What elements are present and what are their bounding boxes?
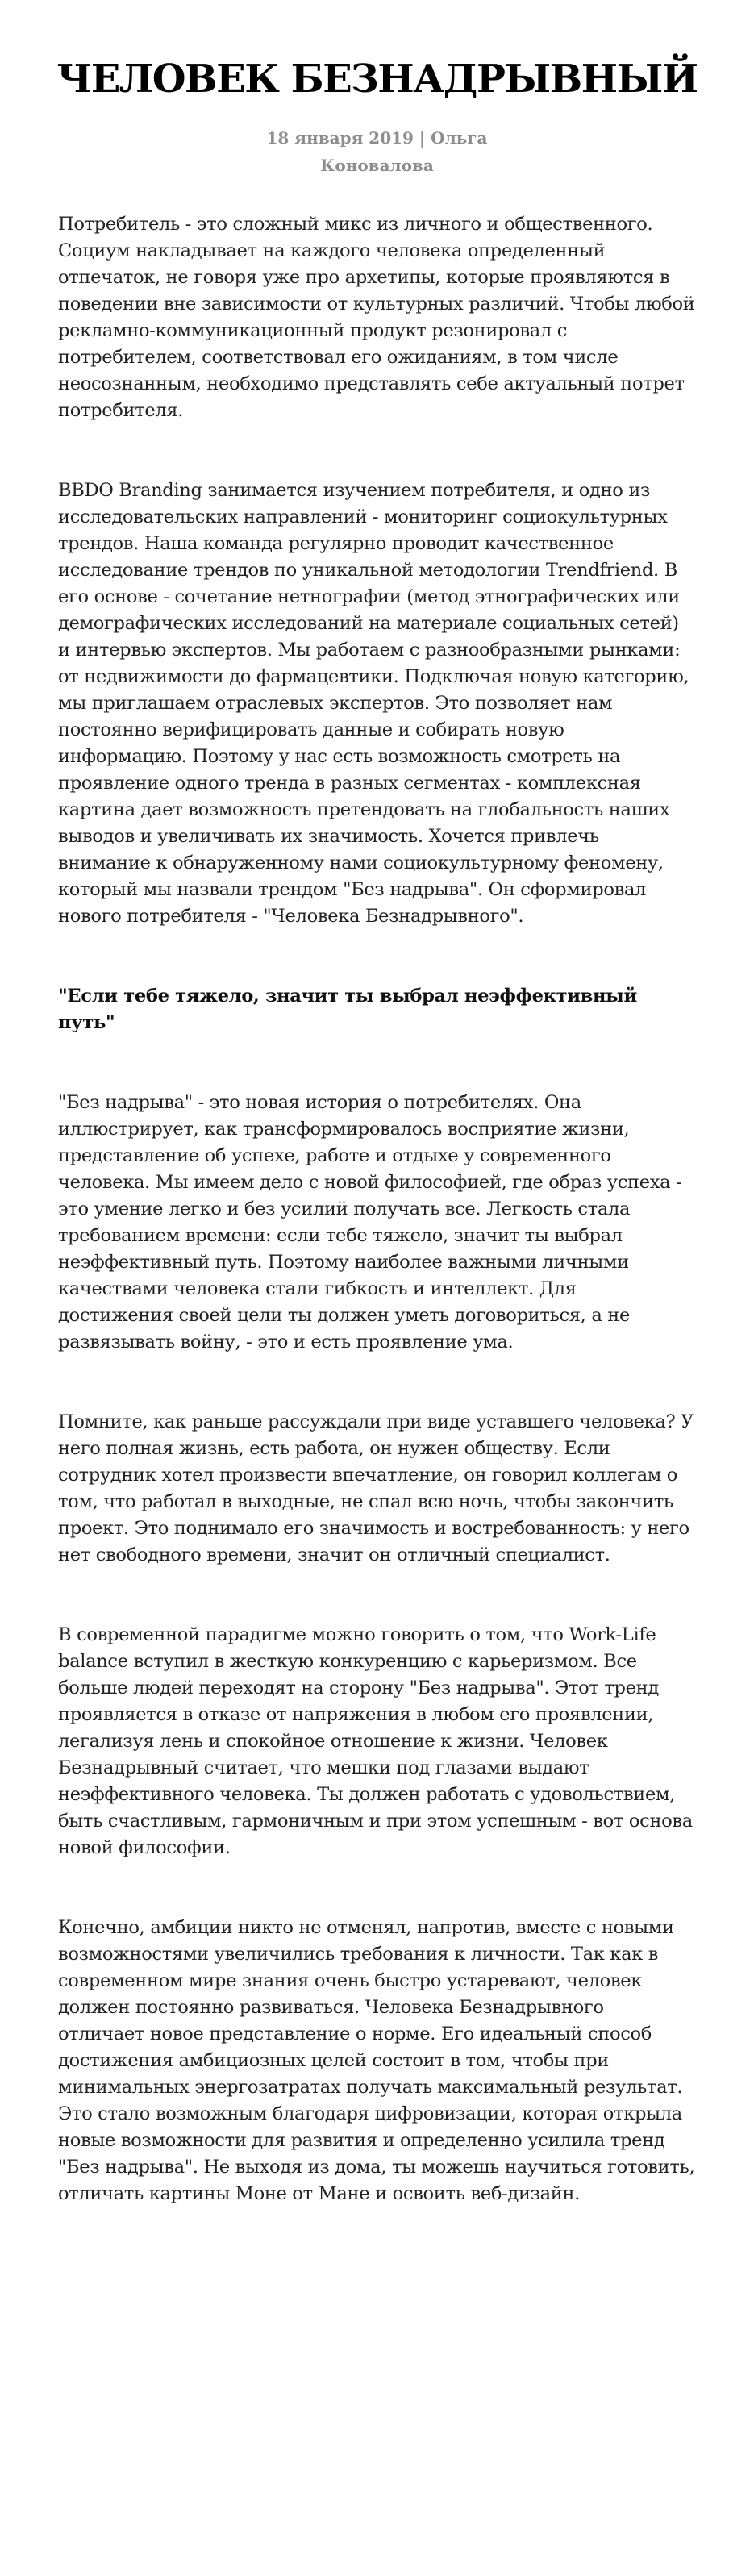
article-paragraph: BBDO Branding занимается изучением потребителя, и одно из исследовательских направлений - мониторинг социокультурных трендов. Наша команда регулярно проводит качественное исследование трендов по уникальной методологии Trendfriend. В его основе - сочетание нетнографии (метод этнографических или демографических исследований на материале социальных сетей) и интервью экспертов. Мы работаем с разнообразными рынками: от недвижимости до фармацевтики. Подключая новую категорию, мы приглашаем отраслевых экспертов. Это позволяет нам постоянно верифицировать данные и собирать новую информацию. Поэтому у нас есть возможность смотреть на проявление одного тренда в разных сегментах - комплексная картина дает возможность претендовать на глобальность наших выводов и увеличивать их значимость. Хочется привлечь внимание к обнаруженному нами социокультурному феномену, который мы назвали трендом "Без надрыва". Он сформировал нового потребителя - "Человека Безнадрывного". — [58, 480, 689, 927]
article-paragraph: Конечно, амбиции никто не отменял, напротив, вместе с новыми возможностями увеличились требования к личности. Так как в современном мире знания очень быстро устаревают, человек должен постоянно развиваться. Человека Безнадрывного отличает новое представление о норме. Его идеальный способ достижения амбициозных целей состоит в том, чтобы при минимальных энергозатратах получать максимальный результат. Это стало возможным благодаря цифровизации, которая открыла новые возможности для развития и определенно усилила тренд "Без надрыва". Не выходя из дома, ты можешь научиться готовить, отличать картины Моне от Мане и освоить веб-дизайн. — [58, 1917, 695, 2204]
article-body — [58, 211, 695, 2261]
article-title: ЧЕЛОВЕК БЕЗНАДРЫВНЫЙ — [56, 56, 698, 102]
article-date-author: 18 января 2019 | Ольга Коновалова — [266, 128, 488, 175]
article-header — [0, 50, 754, 179]
article-paragraph: Потребитель - это сложный микс из личного и общественного. Социум накладывает на каждого человека определенный отпечаток, не говоря уже про архетипы, которые проявляются в поведении вне зависимости от культурных различий. Чтобы любой рекламно-коммуникационный продукт резонировал с потребителем, соответствовал его ожиданиям, в том числе неосознанным, необходимо представлять себе актуальный потрет потребителя. — [58, 214, 695, 421]
article-paragraph: "Без надрыва" - это новая история о потребителях. Она иллюстрирует, как трансформировалось восприятие жизни, представление об успехе, работе и отдыхе у современного человека. Мы имеем дело с новой философией, где образ успеха - это умение легко и без усилий получать все. Легкость стала требованием времени: если тебе тяжело, значит ты выбрал неэффективный путь. Поэтому наиболее важными личными качествами человека стали гибкость и интеллект. Для достижения своей цели ты должен уметь договориться, а не развязывать войну, - это и есть проявление ума. — [58, 1092, 682, 1353]
article-paragraph: В современной парадигме можно говорить о том, что Work-Life balance вступил в жесткую конкуренцию с карьеризмом. Все больше людей переходят на сторону "Без надрыва". Этот тренд проявляется в отказе от напряжения в любом его проявлении, легализуя лень и спокойное отношение к жизни. Человек Безнадрывный считает, что мешки под глазами выдают неэффективного человека. Ты должен работать с удовольствием, быть счастливым, гармоничным и при этом успешным - вот основа новой философии. — [58, 1624, 693, 1858]
article-paragraph: Помните, как раньше рассуждали при виде уставшего человека? У него полная жизнь, есть работа, он нужен обществу. Если сотрудник хотел произвести впечатление, он говорил коллегам о том, что работал в выходные, не спал всю ночь, чтобы закончить проект. Это поднимало его значимость и востребованность: у него нет свободного времени, значит он отличный специалист. — [58, 1411, 694, 1565]
article-subheading: "Если тебе тяжело, значит ты выбрал неэффективный путь" — [58, 986, 637, 1033]
